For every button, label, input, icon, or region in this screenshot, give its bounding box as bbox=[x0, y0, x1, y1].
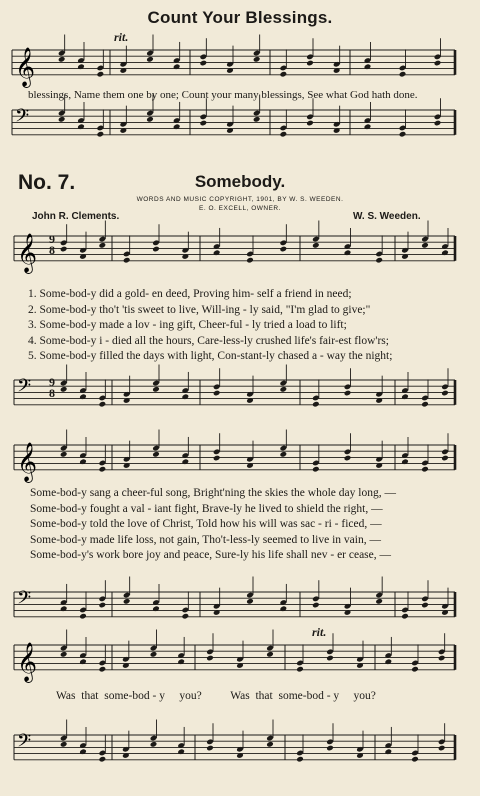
note-head bbox=[60, 386, 68, 393]
verse-line: 3. Some-bod-y made a lov - ing gift, Cheer-ful - ly tried a load to lift; bbox=[28, 319, 347, 331]
note-head bbox=[296, 756, 304, 763]
time-signature-bass: 9 8 bbox=[49, 375, 55, 400]
refrain-lyric: Was that some-bod - y you? Was that some-bod - y you? bbox=[56, 690, 376, 702]
note-head bbox=[326, 655, 334, 662]
note-head bbox=[99, 466, 107, 473]
note-head bbox=[206, 655, 214, 662]
bass-clef-icon: 𝄢 bbox=[17, 730, 32, 756]
note-head bbox=[280, 451, 288, 458]
hymn-number: No. 7. bbox=[18, 171, 76, 194]
note-head bbox=[438, 745, 446, 752]
note-head bbox=[375, 257, 383, 264]
note-head bbox=[280, 131, 288, 138]
note-head bbox=[421, 401, 429, 408]
note-head bbox=[312, 401, 320, 408]
note-head bbox=[326, 745, 334, 752]
hymn-title: Somebody. bbox=[194, 172, 286, 191]
composer: W. S. Weeden. bbox=[353, 211, 421, 222]
treble-clef-icon: 𝄞 bbox=[15, 46, 36, 87]
verse-line: Some-bod-y made life loss, not gain, Tho't-less-ly seemed to live in vain, — bbox=[30, 533, 381, 546]
note-head bbox=[99, 401, 107, 408]
note-head bbox=[280, 246, 288, 253]
note-head bbox=[434, 60, 442, 67]
note-head bbox=[434, 120, 442, 127]
note-head bbox=[123, 598, 131, 605]
note-head bbox=[79, 613, 87, 620]
note-head bbox=[266, 651, 274, 658]
note-head bbox=[152, 246, 160, 253]
note-head bbox=[401, 613, 409, 620]
note-head bbox=[97, 131, 105, 138]
note-head bbox=[438, 655, 446, 662]
note-head bbox=[182, 613, 190, 620]
note-head bbox=[421, 242, 429, 249]
note-head bbox=[60, 246, 68, 253]
note-head bbox=[312, 466, 320, 473]
previous-hymn-title: Count Your Blessings. bbox=[147, 8, 333, 27]
note-head bbox=[312, 242, 320, 249]
note-head bbox=[421, 466, 429, 473]
note-head bbox=[150, 741, 158, 748]
note-head bbox=[60, 651, 68, 658]
note-head bbox=[280, 71, 288, 78]
lyricist: John R. Clements. bbox=[32, 211, 120, 222]
note-head bbox=[150, 651, 158, 658]
note-head bbox=[97, 71, 105, 78]
note-head bbox=[213, 455, 221, 462]
note-head bbox=[99, 242, 107, 249]
note-head bbox=[411, 666, 419, 673]
verse-line: 4. Some-bod-y i - died all the hours, Care-less-ly crushed life's fair-est flow'rs; bbox=[28, 334, 389, 347]
note-head bbox=[213, 390, 221, 397]
note-head bbox=[206, 745, 214, 752]
note-head bbox=[253, 116, 261, 123]
note-head bbox=[58, 116, 66, 123]
treble-clef-icon: 𝄞 bbox=[17, 232, 38, 273]
copyright-line-1: WORDS AND MUSIC COPYRIGHT, 1901, BY W. S. WEEDEN. bbox=[136, 196, 344, 203]
note-head bbox=[60, 741, 68, 748]
note-head bbox=[266, 741, 274, 748]
note-head bbox=[421, 602, 429, 609]
verse-line: Some-bod-y fought a val - iant fight, Brave-ly he lived to shield the right, — bbox=[30, 502, 383, 515]
note-head bbox=[99, 602, 107, 609]
note-head bbox=[441, 455, 449, 462]
note-head bbox=[58, 56, 66, 63]
note-head bbox=[152, 451, 160, 458]
verse-line: 2. Some-bod-y tho't 'tis sweet to live, Will-ing - ly said, "I'm glad to give;" bbox=[28, 303, 371, 316]
note-head bbox=[411, 756, 419, 763]
bass-clef-icon: 𝄢 bbox=[17, 587, 32, 613]
verse-line: Some-bod-y's work bore joy and peace, Sure-ly his life shall nev - er cease, — bbox=[30, 549, 392, 561]
bass-clef-icon: 𝄢 bbox=[15, 105, 30, 131]
note-head bbox=[344, 455, 352, 462]
note-head bbox=[146, 56, 154, 63]
note-head bbox=[306, 60, 314, 67]
treble-clef-icon: 𝄞 bbox=[17, 441, 38, 482]
note-head bbox=[200, 120, 208, 127]
note-head bbox=[246, 257, 254, 264]
verse-line: 5. Some-bod-y filled the days with light, Con-stant-ly chased a - way the night; bbox=[28, 350, 393, 362]
verse-line: 1. Some-bod-y did a gold- en deed, Proving him- self a friend in need; bbox=[28, 288, 352, 300]
note-head bbox=[399, 131, 407, 138]
note-head bbox=[296, 666, 304, 673]
note-head bbox=[123, 257, 131, 264]
previous-hymn-lyric: blessings, Name them one by one; Count your many blessings, See what God hath done. bbox=[28, 89, 418, 101]
note-head bbox=[152, 386, 160, 393]
note-head bbox=[200, 60, 208, 67]
note-head bbox=[246, 598, 254, 605]
rit-marking-bottom: rit. bbox=[312, 625, 327, 639]
note-head bbox=[399, 71, 407, 78]
rit-marking-top: rit. bbox=[114, 30, 129, 44]
note-head bbox=[306, 120, 314, 127]
note-head bbox=[441, 390, 449, 397]
bass-clef-icon: 𝄢 bbox=[17, 375, 32, 401]
note-head bbox=[253, 56, 261, 63]
note-head bbox=[312, 602, 320, 609]
verse-line: Some-bod-y sang a cheer-ful song, Bright'ning the skies the whole day long, — bbox=[30, 487, 396, 499]
note-head bbox=[60, 451, 68, 458]
note-head bbox=[146, 116, 154, 123]
note-head bbox=[280, 386, 288, 393]
note-head bbox=[99, 666, 107, 673]
note-head bbox=[375, 598, 383, 605]
note-head bbox=[344, 390, 352, 397]
note-head bbox=[99, 756, 107, 763]
copyright-line-2: E. O. EXCELL, OWNER. bbox=[199, 205, 281, 212]
treble-clef-icon: 𝄞 bbox=[17, 641, 38, 682]
time-signature-treble: 9 8 bbox=[49, 232, 55, 257]
verse-line: Some-bod-y told the love of Christ, Told how his will was sac - ri - ficed, — bbox=[30, 518, 382, 530]
